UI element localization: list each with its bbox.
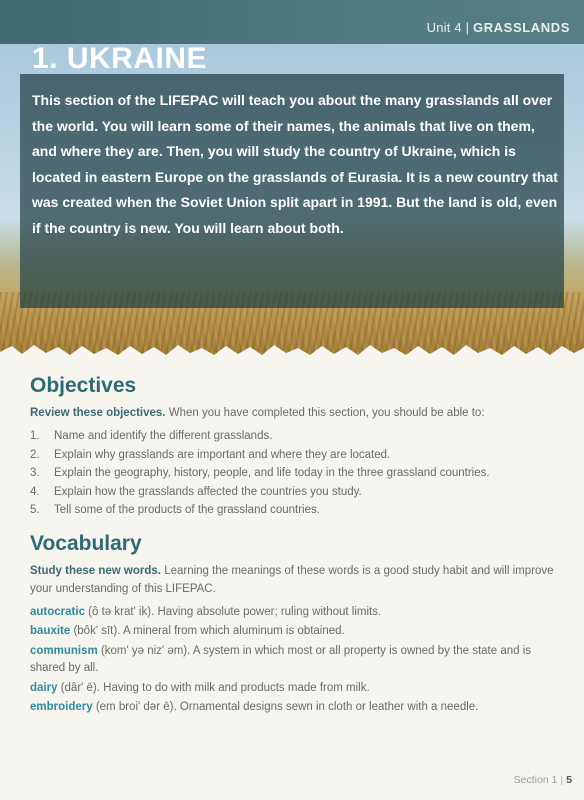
objective-text: Tell some of the products of the grassland countries. (54, 504, 320, 516)
vocabulary-lead-text: Learning the meanings of these words is a good study habit and will improve your understanding of this LIFEPAC. (30, 564, 554, 595)
vocab-entry (30, 623, 556, 641)
vocab-term: bauxite (30, 625, 71, 637)
header-strip (0, 0, 584, 44)
objective-number: 5. (30, 504, 40, 516)
vocab-term: embroidery (30, 701, 93, 713)
footer-section: Section 1 (513, 774, 558, 786)
vocabulary-list (30, 604, 556, 717)
vocabulary-lead-bold: Study these new words. (30, 564, 161, 577)
objective-number: 1. (30, 430, 40, 442)
vocab-definition: (kom' yə niz' əm). A system in which most or all property is owned by the state and is shared by all. (30, 644, 532, 674)
unit-separator: | (465, 20, 470, 35)
objective-item (30, 502, 556, 520)
objective-text: Explain why grasslands are important and where they are located. (54, 448, 391, 461)
vocab-term: autocratic (30, 605, 85, 618)
objectives-lead-bold: Review these objectives. (30, 407, 166, 419)
objective-item (30, 465, 556, 483)
main-content (30, 372, 556, 719)
vocab-definition: (bôk' sīt). A mineral from which aluminum is obtained. (70, 625, 345, 637)
vocabulary-lead (30, 562, 556, 598)
objectives-lead-text: When you have completed this section, you should be able to: (165, 407, 485, 419)
vocab-term: dairy (30, 681, 58, 694)
unit-number: Unit 4 (426, 20, 462, 35)
objective-item (30, 484, 556, 502)
objective-number: 3. (30, 467, 40, 479)
vocab-entry (30, 604, 556, 622)
objective-text: Name and identify the different grasslands. (54, 430, 273, 442)
vocab-definition: (ô tə krat' ik). Having absolute power; ruling without limits. (84, 605, 382, 618)
vocab-entry (30, 699, 556, 717)
page-number: 5 (566, 774, 572, 786)
vocab-definition: (em broi' dər ē). Ornamental designs sewn in cloth or leather with a needle. (92, 701, 479, 713)
vocab-entry (30, 680, 556, 698)
unit-label (427, 20, 570, 35)
page-footer (514, 774, 572, 786)
unit-topic: GRASSLANDS (472, 20, 570, 35)
objectives-heading: Objectives (30, 374, 137, 397)
torn-edge (0, 342, 584, 362)
objective-item (30, 447, 556, 465)
objective-number: 2. (30, 448, 40, 461)
section-title: 1. UKRAINE (32, 42, 208, 75)
footer-separator: | (560, 774, 564, 786)
objectives-lead (30, 404, 556, 422)
vocab-definition: (dâr' ē). Having to do with milk and products made from milk. (57, 681, 370, 694)
vocabulary-heading: Vocabulary (30, 531, 142, 555)
objectives-list (30, 428, 556, 520)
objective-text: Explain how the grasslands affected the countries you study. (54, 485, 362, 498)
objective-text: Explain the geography, history, people, and life today in the three grassland countries. (54, 467, 490, 479)
objective-number: 4. (30, 485, 40, 498)
vocab-term: communism (30, 644, 98, 657)
vocab-entry (30, 643, 556, 678)
objective-item (30, 428, 556, 446)
section-intro: This section of the LIFEPAC will teach you about the many grasslands all over the world. You will learn some of their names, the animals that live on them, and where they are. Then, you will study the country of Ukraine, which is located in eastern Europe on the grasslands of Eurasia. It is a new country that was created when the Soviet Union split apart in 1991. But the land is old, even if the country is new. You will learn about both. (32, 92, 558, 236)
